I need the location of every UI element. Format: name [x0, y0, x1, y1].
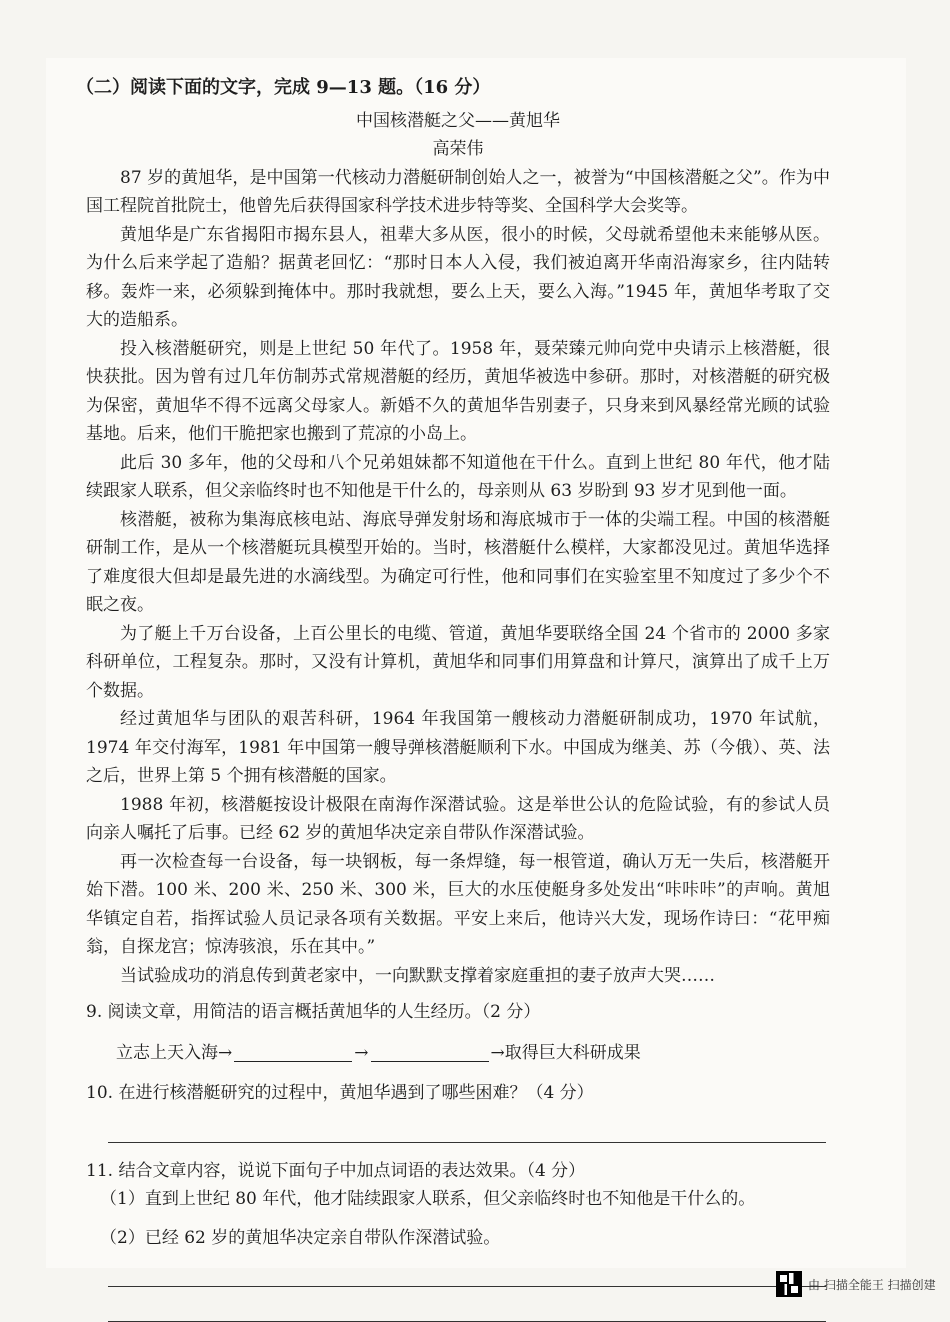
article-paragraph-10: 当试验成功的消息传到黄老家中，一向默默支撑着家庭重担的妻子放声大哭…… [120, 965, 715, 986]
question-11-item-2: （2）已经 62 岁的黄旭华决定亲自带队作深潜试验。 [100, 1227, 501, 1248]
article-paragraph-3: 投入核潜艇研究，则是上世纪 50 年代了。1958 年，聂荣臻元帅向党中央请示上核潜艇，很快获批。因为曾有过几年仿制苏式常规潜艇的经历，黄旭华被选中参研。那时，对核潜艇的研究极为保密，黄旭华不得不远离父母家人。新婚不久的黄旭华告别妻子，只身来到风暴经常光顾的试验基地。后来，他们干脆把家也搬到了荒凉的小岛上。 [86, 338, 830, 444]
article-author: 高荣伟 [432, 139, 484, 159]
question-11-item-1: （1）直到上世纪 80 年代，他才陆续跟家人联系，但父亲临终时也不知他是干什么的。 [100, 1189, 756, 1209]
scanner-label: 由 扫描全能王 扫描创建 [808, 1277, 936, 1292]
article-paragraph-8: 1988 年初，核潜艇按设计极限在南海作深潜试验。这是举世公认的危险试验，有的参试人员向亲人嘱托了后事。已经 62 岁的黄旭华决定亲自带队作深潜试验。 [86, 794, 830, 843]
flow-end: →取得巨大科研成果 [490, 1042, 641, 1063]
section-heading: （二）阅读下面的文字，完成 9—13 题。（16 分） [76, 77, 491, 98]
reading-section [76, 74, 830, 1322]
article-paragraph-7: 经过黄旭华与团队的艰苦科研，1964 年我国第一艘核动力潜艇研制成功，1970 年试航，1974 年交付海军，1981 年中国第一艘导弹核潜艇顺利下水。中国成为继美、苏（今俄）、英、法之后，世界上第 5 个拥有核潜艇的国家。 [86, 709, 830, 786]
article-paragraph-5: 核潜艇，被称为集海底核电站、海底导弹发射场和海底城市于一体的尖端工程。中国的核潜艇研制工作，是从一个核潜艇玩具模型开始的。当时，核潜艇什么模样，大家都没见过。黄旭华选择了难度很大但却是最先进的水滴线型。为确定可行性，他和同事们在实验室里不知度过了多少个不眠之夜。 [86, 509, 830, 615]
article-paragraph-2: 黄旭华是广东省揭阳市揭东县人，祖辈大多从医，很小的时候，父母就希望他未来能够从医。为什么后来学起了造船？据黄老回忆：“那时日本人入侵，我们被迫离开华南沿海家乡，往内陆转移。轰炸一来，必须躲到掩体中。那时我就想，要么上天，要么入海。”1945 年，黄旭华考取了交大的造船系。 [86, 224, 830, 330]
article-paragraph-6: 为了艇上千万台设备，上百公里长的电缆、管道，黄旭华要联络全国 24 个省市的 2000 多家科研单位，工程复杂。那时，又没有计算机，黄旭华和同事们用算盘和计算尺，演算出了成千上万个数据。 [86, 623, 830, 701]
answer-blank-2[interactable] [371, 1043, 489, 1062]
question-11: 11. 结合文章内容，说说下面句子中加点词语的表达效果。（4 分） [86, 1160, 586, 1181]
answer-blank-1[interactable] [234, 1043, 352, 1062]
flow-start: 立志上天入海→ [116, 1042, 233, 1063]
flow-arrow: → [354, 1042, 369, 1063]
scanner-watermark [776, 1270, 936, 1298]
qr-code-icon [776, 1271, 802, 1297]
article-paragraph-4: 此后 30 多年，他的父母和八个兄弟姐妹都不知道他在干什么。直到上世纪 80 年代，他才陆续跟家人联系，但父亲临终时也不知他是干什么的，母亲则从 63 岁盼到 93 岁才见到他一面。 [86, 452, 830, 501]
question-9: 9. 阅读文章，用简洁的语言概括黄旭华的人生经历。（2 分） [86, 1002, 541, 1022]
article-title: 中国核潜艇之父——黄旭华 [356, 110, 560, 131]
article-paragraph-9: 再一次检查每一台设备，每一块钢板，每一条焊缝，每一根管道，确认万无一失后，核潜艇开始下潜。100 米、200 米、250 米、300 米，巨大的水压使艇身多处发出“咔咔咔”的声响。黄旭华镇定自若，指挥试验人员记录各项有关数据。平安上来后，他诗兴大发，现场作诗曰：“花甲痴翁，自探龙宫；惊涛骇浪，乐在其中。” [86, 851, 830, 957]
answer-line-q10[interactable] [108, 1142, 826, 1143]
question-10: 10. 在进行核潜艇研究的过程中，黄旭华遇到了哪些困难？（4 分） [86, 1083, 594, 1103]
article-paragraph-1: 87 岁的黄旭华，是中国第一代核动力潜艇研制创始人之一，被誉为“中国核潜艇之父”。作为中国工程院首批院士，他曾先后获得国家科学技术进步特等奖、全国科学大会奖等。 [86, 167, 830, 216]
question-9-flow [116, 1039, 830, 1068]
